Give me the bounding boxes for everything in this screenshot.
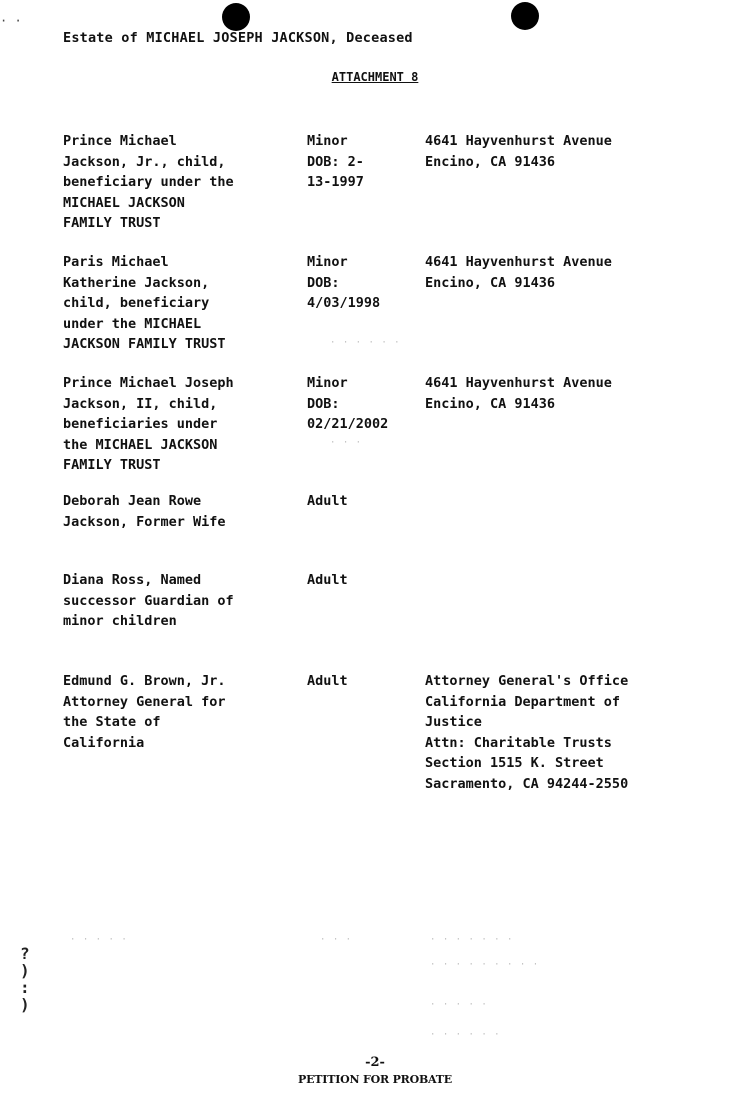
party-address: Attorney General's Office California Department of Justice Attn: Charitable Trusts Section 1515 K. Street Sacramento, CA 94244-2550 [425, 673, 629, 792]
party-name: Edmund G. Brown, Jr. Attorney General for the State of California [63, 673, 226, 751]
form-title: PETITION FOR PROBATE [298, 1073, 452, 1086]
scan-noise: · · · · · · · [430, 935, 514, 945]
party-status: Minor DOB: 02/21/2002 [307, 375, 389, 432]
estate-heading: Estate of MICHAEL JOSEPH JACKSON, Deceased [63, 30, 413, 46]
scan-noise: · · · · · · [430, 1030, 501, 1040]
attachment-title: ATTACHMENT 8 [331, 70, 419, 84]
scan-noise: · · · · · [70, 935, 128, 945]
party-address: 4641 Hayvenhurst Avenue Encino, CA 91436 [425, 254, 612, 291]
page-number: -2- [365, 1055, 385, 1070]
party-name: Prince Michael Jackson, Jr., child, beneficiary under the MICHAEL JACKSON FAMILY TRUST [63, 133, 234, 231]
party-status: Minor DOB: 2- 13-1997 [307, 133, 364, 190]
party-name: Deborah Jean Rowe Jackson, Former Wife [63, 493, 226, 530]
party-status: Minor DOB: 4/03/1998 [307, 254, 381, 311]
party-name: Prince Michael Joseph Jackson, II, child, beneficiaries under the MICHAEL JACKSON FAMILY TRUST [63, 375, 234, 473]
margin-marks: ? ) : ) [20, 944, 30, 1014]
party-address: 4641 Hayvenhurst Avenue Encino, CA 91436 [425, 133, 612, 170]
punch-hole-left [222, 3, 250, 31]
scan-noise: · · · · · [430, 1000, 488, 1010]
party-status: Adult [307, 572, 348, 588]
scan-noise: · · · [330, 438, 363, 448]
party-status: Adult [307, 493, 348, 509]
party-name: Paris Michael Katherine Jackson, child, beneficiary under the MICHAEL JACKSON FAMILY TRUST [63, 254, 226, 352]
scan-noise: · · · · · · · · · [430, 960, 540, 970]
party-name: Diana Ross, Named successor Guardian of minor children [63, 572, 234, 629]
scan-noise: · · [0, 14, 22, 28]
scan-noise: · · · [320, 935, 353, 945]
party-status: Adult [307, 673, 348, 689]
punch-hole-right [511, 2, 539, 30]
party-address: 4641 Hayvenhurst Avenue Encino, CA 91436 [425, 375, 612, 412]
scan-noise: · · · · · · [330, 338, 401, 348]
